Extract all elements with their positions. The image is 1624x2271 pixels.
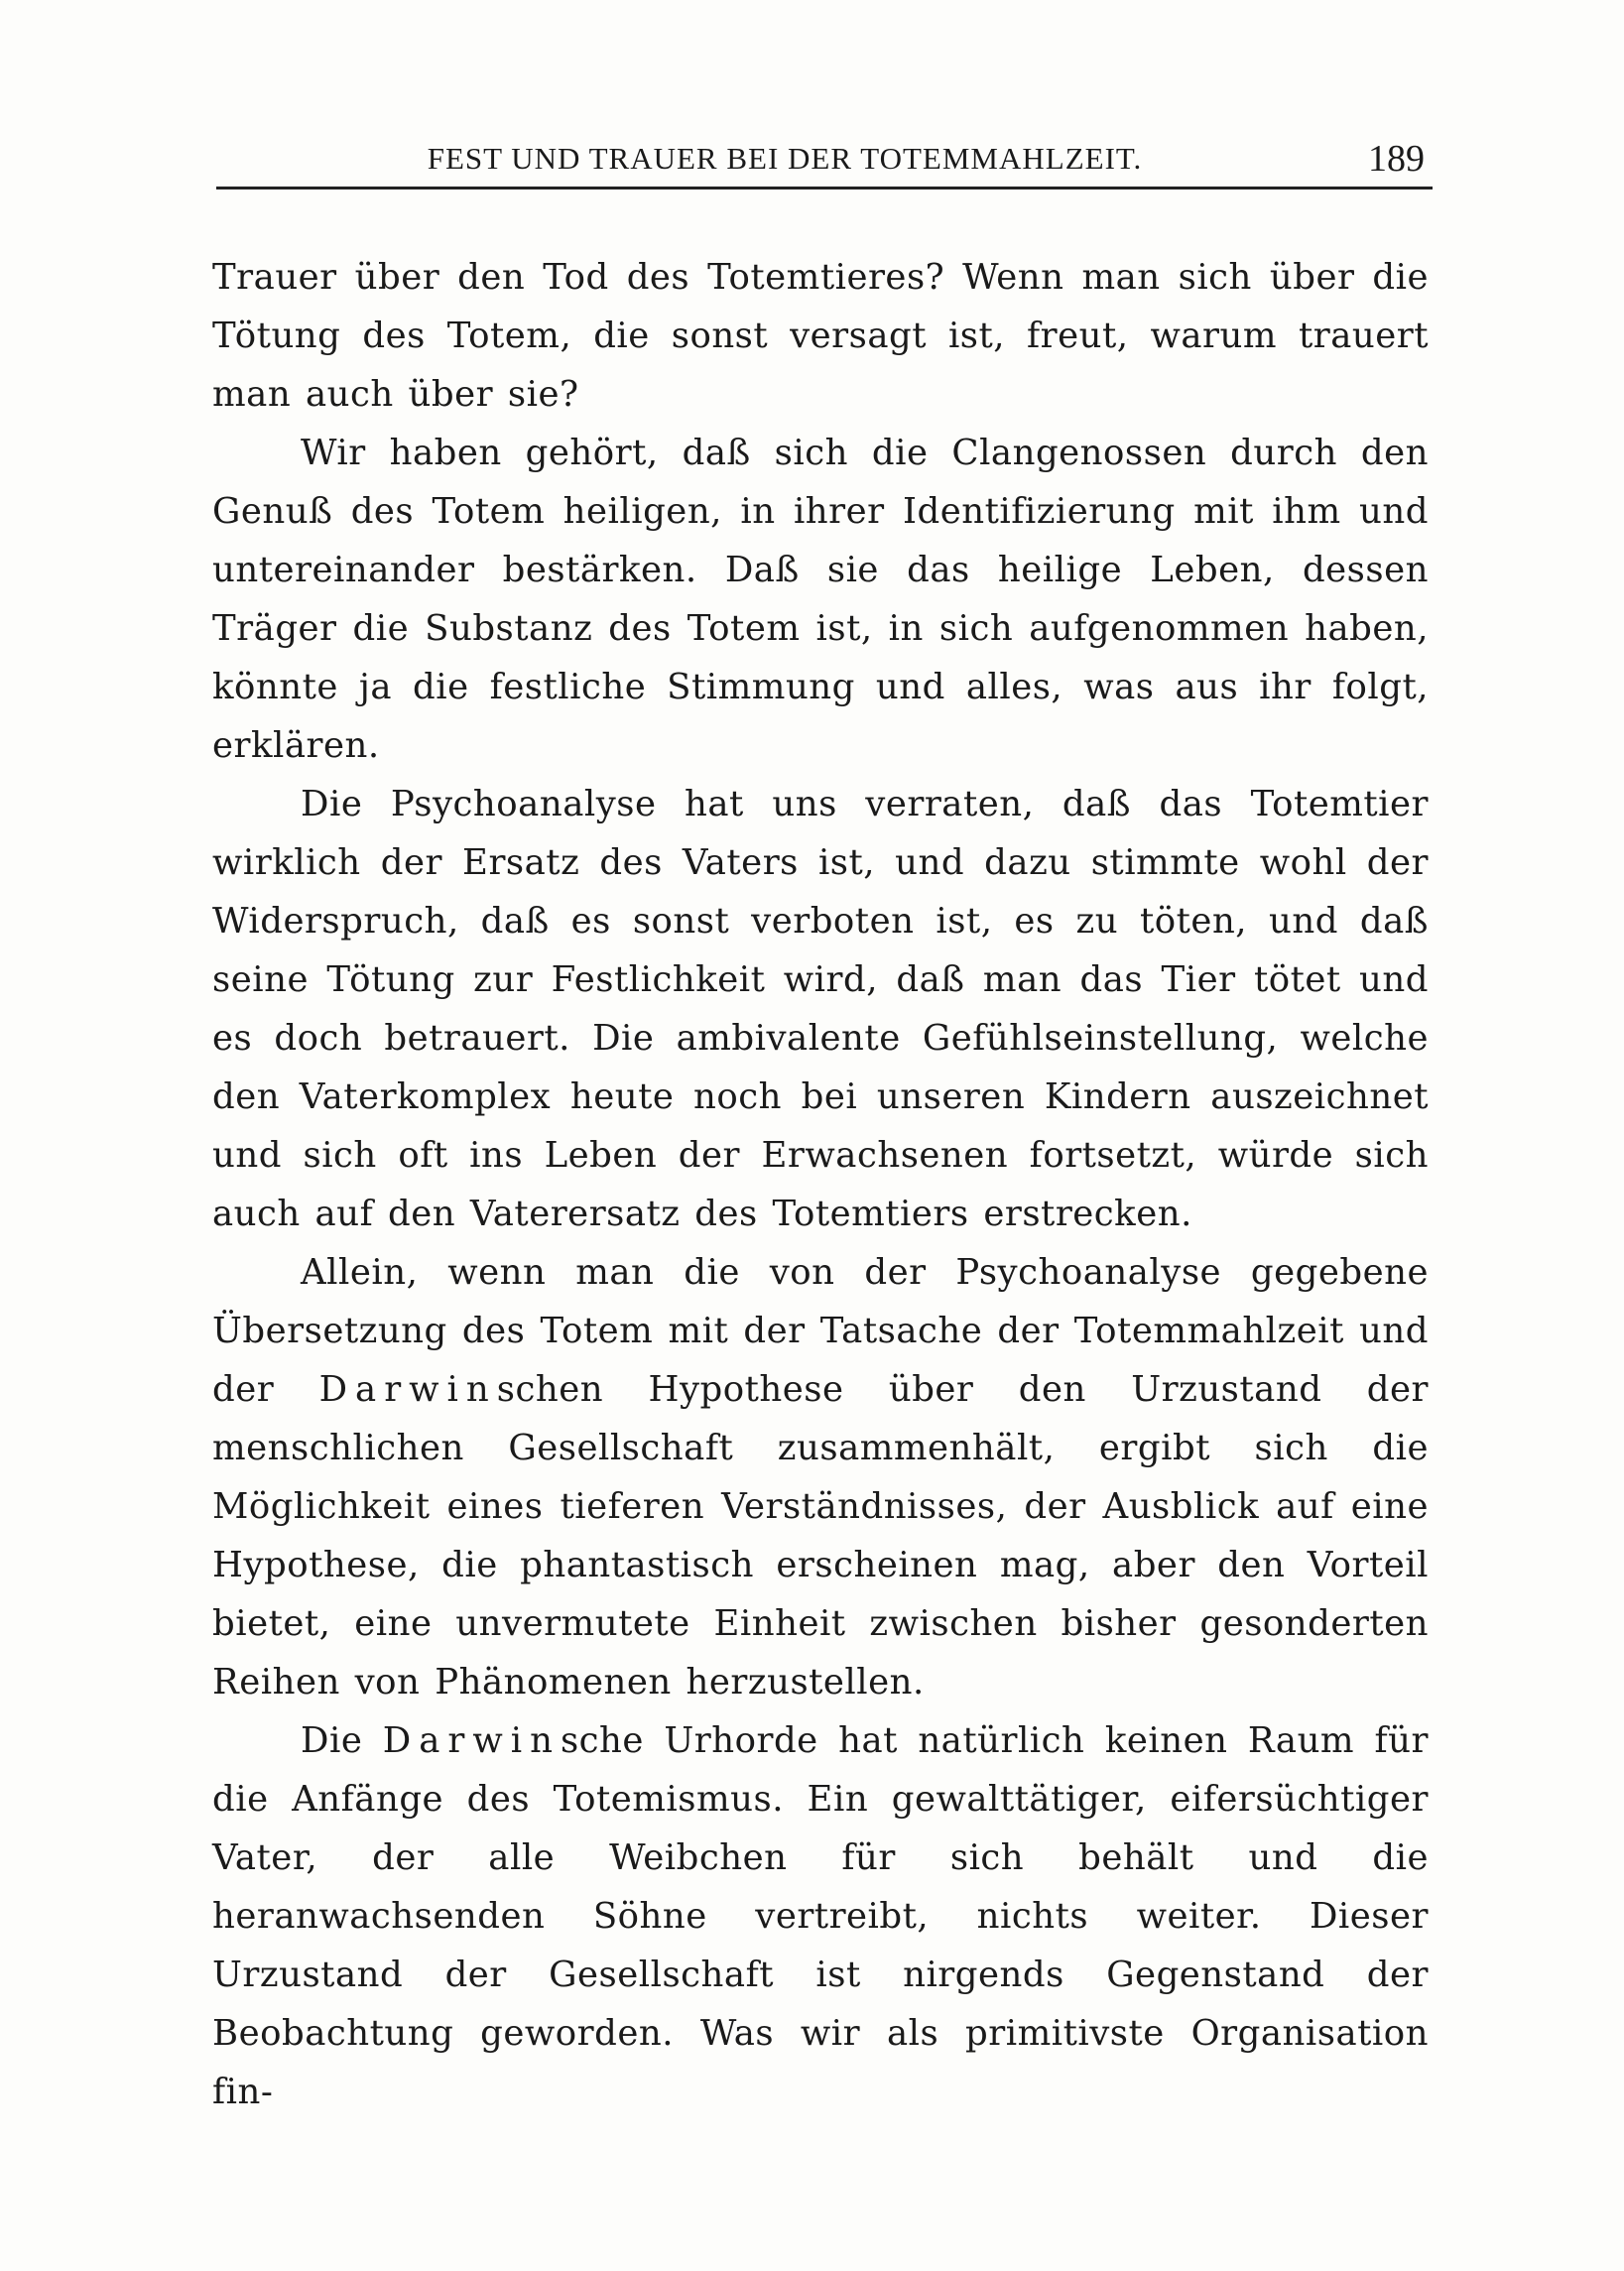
text-segment: sche Urhorde hat natürlich keinen Raum für die Anfänge des Totemismus. Ein gewalttätiger, eifersüchtiger Vater, der alle Weibchen für sich behält und die heranwachsenden Söhne vertreibt, nichts weiter. Dieser Urzustand der Gesellschaft ist nirgends Gegenstand der Beobachtung geworden. Was wir als primitivste Organisation fin-	[212, 1720, 1429, 2112]
paragraph	[212, 248, 1429, 424]
text-segment: Die	[301, 1720, 383, 1761]
paragraph	[212, 424, 1429, 775]
emphasized-name: Darwin	[382, 1720, 561, 1761]
text-segment: Allein, wenn man die von der Psychoanalyse gegebene Übersetzung des Totem mit der Tatsache der Totemmahlzeit und der	[212, 1252, 1429, 1410]
text-segment: Wir haben gehört, daß sich die Clangenossen durch den Genuß des Totem heiligen, in ihrer Identifizierung mit ihm und untereinander bestärken. Daß sie das heilige Leben, dessen Träger die Substanz des Totem ist, in sich aufgenommen haben, könnte ja die festliche Stimmung und alles, was aus ihr folgt, erklären.	[212, 433, 1429, 766]
emphasized-name: Darwin	[318, 1369, 497, 1410]
running-title: FEST UND TRAUER BEI DER TOTEMMAHLZEIT.	[427, 141, 1143, 176]
text-segment: Die Psychoanalyse hat uns verraten, daß das Totemtier wirklich der Ersatz des Vaters ist, und dazu stimmte wohl der Widerspruch, daß es sonst verboten ist, es zu töten, und daß seine Tötung zur Festlichkeit wird, daß man das Tier tötet und es doch betrauert. Die ambivalente Gefühlseinstellung, welche den Vaterkomplex heute noch bei unseren Kindern auszeichnet und sich oft ins Leben der Erwachsenen fortsetzt, würde sich auch auf den Vaterersatz des Totemtiers erstrecken.	[212, 784, 1429, 1234]
paragraph	[212, 1711, 1429, 2121]
running-head	[216, 137, 1433, 185]
header-rule	[216, 187, 1433, 189]
text-segment: Trauer über den Tod des Totemtieres? Wenn man sich über die Tötung des Totem, die sonst versagt ist, freut, warum trauert man auch über sie?	[212, 257, 1429, 415]
paragraph	[212, 775, 1429, 1243]
paragraph	[212, 1243, 1429, 1711]
body-text	[212, 248, 1429, 2121]
page-number: 189	[1368, 138, 1425, 180]
text-segment: schen Hypothese über den Urzustand der menschlichen Gesellschaft zusammenhält, ergibt sich die Möglichkeit eines tieferen Verständnisses, der Ausblick auf eine Hypothese, die phantastisch erscheinen mag, aber den Vorteil bietet, eine unvermutete Einheit zwischen bisher gesonderten Reihen von Phänomenen herzustellen.	[212, 1369, 1429, 1703]
